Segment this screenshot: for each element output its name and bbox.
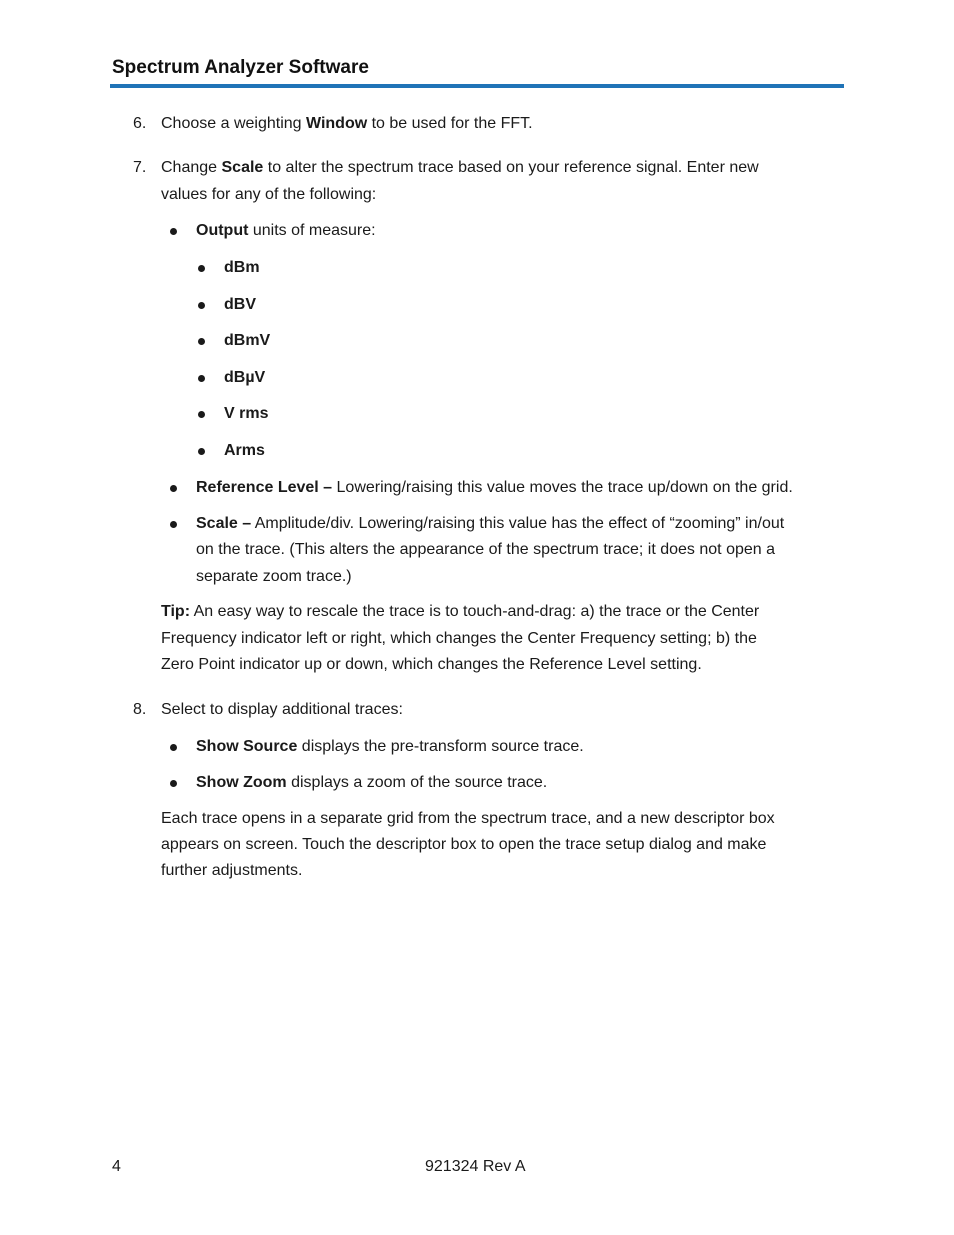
- step-7-bold: Scale: [221, 159, 264, 176]
- bullet-icon: [170, 521, 177, 528]
- unit-item: [224, 368, 265, 388]
- show-zoom-rest: displays a zoom of the source trace.: [286, 774, 548, 791]
- step-7-line-1: [161, 158, 759, 178]
- step-7-line-2: values for any of the following:: [161, 186, 377, 203]
- unit-label: dBµV: [224, 369, 266, 386]
- scale-bold: Scale –: [196, 515, 252, 532]
- bullet-icon: [170, 744, 177, 751]
- show-zoom-item: [196, 773, 547, 793]
- output-bold: Output: [196, 222, 249, 239]
- tip-line-1-text: An easy way to rescale the trace is to touch-and-drag: a) the trace or the Center: [190, 603, 760, 620]
- bullet-icon: [170, 228, 177, 235]
- unit-item: [224, 258, 260, 278]
- scale-item-line-1: [196, 514, 784, 534]
- header-rule: [110, 84, 844, 88]
- step-6-number: 6.: [133, 115, 147, 132]
- bullet-icon: [170, 780, 177, 787]
- step-8-number: 8.: [133, 701, 147, 718]
- output-item: [196, 221, 376, 241]
- step-7-pre: Change: [161, 159, 222, 176]
- scale-item-line-2: on the trace. (This alters the appearance of the spectrum trace; it does not open a: [196, 541, 775, 558]
- show-source-item: [196, 737, 584, 757]
- output-rest: units of measure:: [248, 222, 376, 239]
- step-6-pre: Choose a weighting: [161, 115, 306, 132]
- step-8-para-line-1: Each trace opens in a separate grid from the spectrum trace, and a new descriptor box: [161, 810, 775, 827]
- unit-label: dBV: [224, 296, 256, 313]
- bullet-icon: [198, 375, 205, 382]
- step-8-intro: Select to display additional traces:: [161, 701, 403, 718]
- reference-level-item: [196, 478, 793, 498]
- step-8-para-line-3: further adjustments.: [161, 862, 303, 879]
- tip-line-2: Frequency indicator left or right, which changes the Center Frequency setting; b) the: [161, 630, 757, 647]
- step-8-para-line-2: appears on screen. Touch the descriptor box to open the trace setup dialog and make: [161, 836, 767, 853]
- show-zoom-bold: Show Zoom: [196, 774, 287, 791]
- bullet-icon: [198, 338, 205, 345]
- page-number: 4: [112, 1158, 121, 1175]
- bullet-icon: [198, 302, 205, 309]
- step-6-text: [161, 114, 533, 134]
- bullet-icon: [198, 411, 205, 418]
- bullet-icon: [198, 448, 205, 455]
- show-source-bold: Show Source: [196, 738, 298, 755]
- step-6-post: to be used for the FFT.: [367, 115, 533, 132]
- reference-level-rest: Lowering/raising this value moves the trace up/down on the grid.: [332, 479, 793, 496]
- unit-item: [224, 404, 268, 424]
- tip-line-3: Zero Point indicator up or down, which changes the Reference Level setting.: [161, 656, 702, 673]
- tip-bold: Tip:: [161, 603, 191, 620]
- unit-item: [224, 331, 270, 351]
- page-header-title: Spectrum Analyzer Software: [112, 57, 369, 78]
- unit-label: dBm: [224, 259, 260, 276]
- tip-line-1: [161, 602, 759, 622]
- scale-item-line-3: separate zoom trace.): [196, 568, 352, 585]
- step-7-number: 7.: [133, 159, 147, 176]
- bullet-icon: [170, 485, 177, 492]
- scale-line-1: Amplitude/div. Lowering/raising this value has the effect of “zooming” in/out: [251, 515, 785, 532]
- unit-label: dBmV: [224, 332, 271, 349]
- bullet-icon: [198, 265, 205, 272]
- document-revision: 921324 Rev A: [425, 1158, 526, 1175]
- show-source-rest: displays the pre-transform source trace.: [297, 738, 584, 755]
- step-7-post: to alter the spectrum trace based on your reference signal. Enter new: [263, 159, 759, 176]
- reference-level-bold: Reference Level –: [196, 479, 333, 496]
- step-6-bold: Window: [305, 115, 368, 132]
- unit-item: [224, 441, 265, 461]
- unit-label: V rms: [224, 405, 269, 422]
- unit-label: Arms: [224, 442, 265, 459]
- unit-item: [224, 295, 256, 315]
